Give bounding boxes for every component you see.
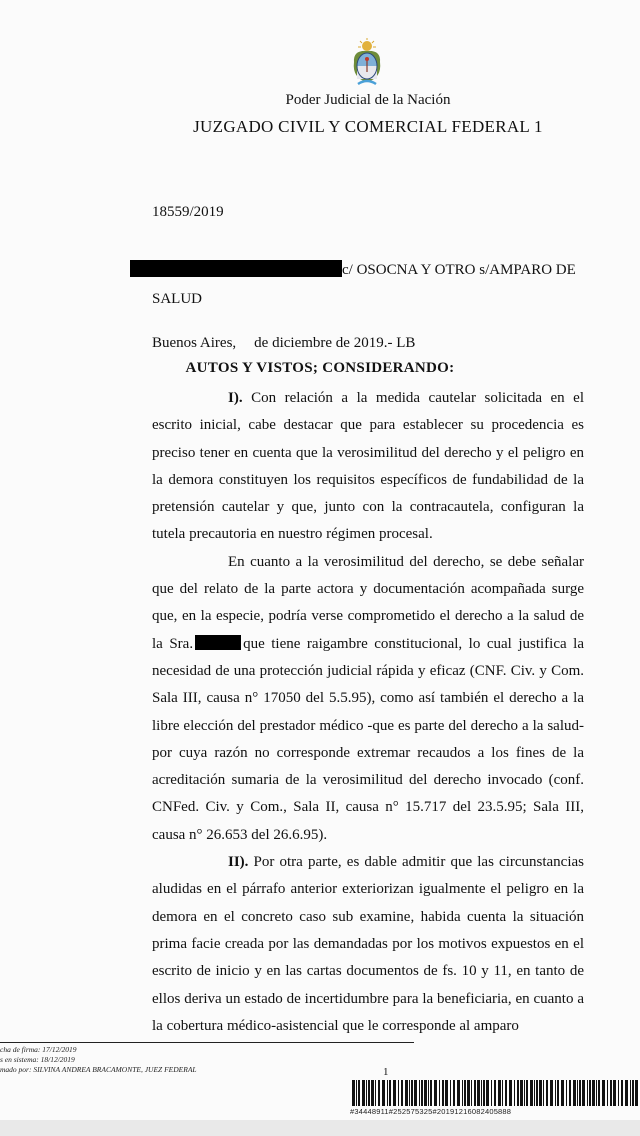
barcode-number: #34448911#252575325#20191216082405888 (350, 1107, 512, 1116)
date-rest: de diciembre de 2019.- LB (254, 335, 416, 351)
paragraph-1-label: I). (228, 390, 243, 406)
ruling-body (152, 385, 584, 1040)
paragraph-3 (152, 849, 584, 1040)
date-city: Buenos Aires, (152, 335, 237, 351)
national-seal-icon (349, 38, 385, 88)
section-heading: AUTOS Y VISTOS; CONSIDERANDO: (185, 360, 455, 376)
date-line (152, 335, 415, 352)
redaction-bar (130, 260, 342, 277)
court-branch-title: Poder Judicial de la Nación (285, 92, 451, 108)
paragraph-2-text-b: que tiene raigambre constitucional, lo cual justifica la necesidad de una protección judicial rápida y eficaz (CNF. Civ. y Com. Sala III, causa n° 17050 del 5.5.95), como así también el derecho a la libre elección del prestador médico -que es parte del derecho a la salud- por cuya razón no corresponde extremar recaudos a los fines de la acreditación sumaria de la verosimilitud del derecho invocado (conf. CNFed. Civ. y Com., Sala II, causa n° 15.717 del 23.5.95; Sala III, causa n° 26.653 del 26.6.95). (152, 635, 584, 843)
barcode-image (350, 1080, 640, 1106)
page-number: 1 (383, 1066, 389, 1078)
caption-text-continued: SALUD (152, 291, 203, 307)
redaction-bar (195, 635, 241, 650)
paragraph-2 (152, 549, 584, 849)
signature-divider (0, 1042, 414, 1043)
court-name: JUZGADO CIVIL Y COMERCIAL FEDERAL 1 (193, 117, 543, 136)
page-bottom-edge (0, 1120, 640, 1136)
paragraph-3-text: Por otra parte, es dable admitir que las circunstancias aludidas en el párrafo anterior exteriorizan igualmente el peligro en la demora en el concreto caso sub examine, habida cuenta la situación prima facie creada por las demandadas por los motivos expuestos en el escrito de inicio y en las cartas documentos de fs. 10 y 11, en tanto de ellos deriva un estado de incertidumbre para la beneficiaria, en cuanto a la cobertura médico-asistencial que le corresponde al amparo (152, 854, 584, 1034)
paragraph-1-text: Con relación a la medida cautelar solicitada en el escrito inicial, cabe destacar que para establecer su procedencia es preciso tener en cuenta que la verosimilitud del derecho y el peligro en la demora constituyen los requisitos específicos de fundabilidad de la pretensión cautelar y que, junto con la contracautela, configuran la tutela precautoria en nuestro régimen procesal. (152, 390, 584, 543)
system-date: s en sistema: 18/12/2019 (0, 1055, 75, 1064)
paragraph-1 (152, 385, 584, 549)
case-number: 18559/2019 (152, 204, 224, 220)
signature-metadata (0, 1045, 197, 1075)
paragraph-3-label: II). (228, 854, 249, 871)
case-caption (130, 256, 590, 314)
signature-date: cha de firma: 17/12/2019 (0, 1045, 77, 1054)
paragraph-2-text-a: En cuanto a la verosimilitud del derecho, se debe señalar que del relato de la parte actora y documentación acompañada surge que, en la especie, podría verse comprometido el derecho a la salud de la Sra. (152, 553, 584, 652)
caption-text: c/ OSOCNA Y OTRO s/AMPARO DE (342, 262, 576, 278)
signed-by: mado por: SILVINA ANDREA BRACAMONTE, JUEZ FEDERAL (0, 1065, 197, 1074)
